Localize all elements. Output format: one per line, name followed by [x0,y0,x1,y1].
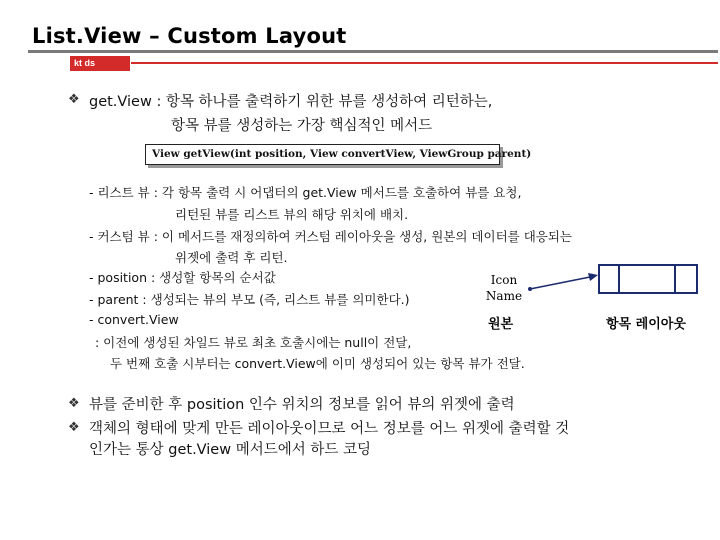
icon-name-label [478,272,530,304]
detail-line-5: - position : 생성할 항목의 순서값 [89,270,276,285]
detail-line-3: - 커스텀 뷰 : 이 메서드를 재정의하여 커스텀 레이아웃을 생성, 원본의 데이터를 대응되는 [89,229,573,244]
detail-line-4: 위젯에 출력 후 리턴. [175,250,288,265]
item-layout-label: 항목 레이아웃 [606,317,686,332]
diamond-bullet-icon: ❖ [68,396,80,411]
source-label: 원본 [488,317,514,332]
bullet-1-line-2: 항목 뷰를 생성하는 가장 핵심적인 메서드 [171,118,433,134]
mapping-arrow-icon [528,268,600,294]
detail-line-1: - 리스트 뷰 : 각 항목 출력 시 어댑터의 get.View 메서드를 호출하여 뷰를 요청, [89,185,522,200]
icon-label-line-1: Icon [490,273,518,287]
bullet-1-line-1: get.View : 항목 하나를 출력하기 위한 뷰를 생성하여 리턴하는, [89,94,493,110]
brand-divider [131,62,718,64]
diamond-bullet-icon: ❖ [68,420,80,435]
detail-line-7: - convert.View [89,312,179,327]
brand-logo: kt ds University [70,56,130,71]
diamond-bullet-icon: ❖ [68,92,80,107]
detail-line-9: 두 번째 호출 시부터는 convert.View에 이미 생성되어 있는 항목 뷰가 전달. [110,356,525,371]
layout-cell-divider [618,266,620,292]
bullet-3-line-2: 인가는 통상 get.View 메서드에서 하드 코딩 [89,442,371,458]
method-signature-box: View getView(int position, View convertView, ViewGroup parent) [145,144,500,165]
detail-line-2: 리턴된 뷰를 리스트 뷰의 해당 위치에 배치. [175,207,409,222]
icon-label-line-2: Name [485,289,523,303]
detail-line-8: : 이전에 생성된 차일드 뷰로 최초 호출시에는 null이 전달, [95,335,412,350]
title-divider [28,50,718,53]
bullet-2-line-1: 뷰를 준비한 후 position 인수 위치의 정보를 읽어 뷰의 위젯에 출력 [89,397,515,413]
page-title: List.View – Custom Layout [32,24,347,48]
bullet-3-line-1: 객체의 형태에 맞게 만든 레이아웃이므로 어느 정보를 어느 위젯에 출력할 것 [89,421,570,437]
item-layout-diagram [598,264,698,294]
layout-cell-divider [674,266,676,292]
detail-line-6: - parent : 생성되는 뷰의 부모 (즉, 리스트 뷰를 의미한다.) [89,292,410,307]
